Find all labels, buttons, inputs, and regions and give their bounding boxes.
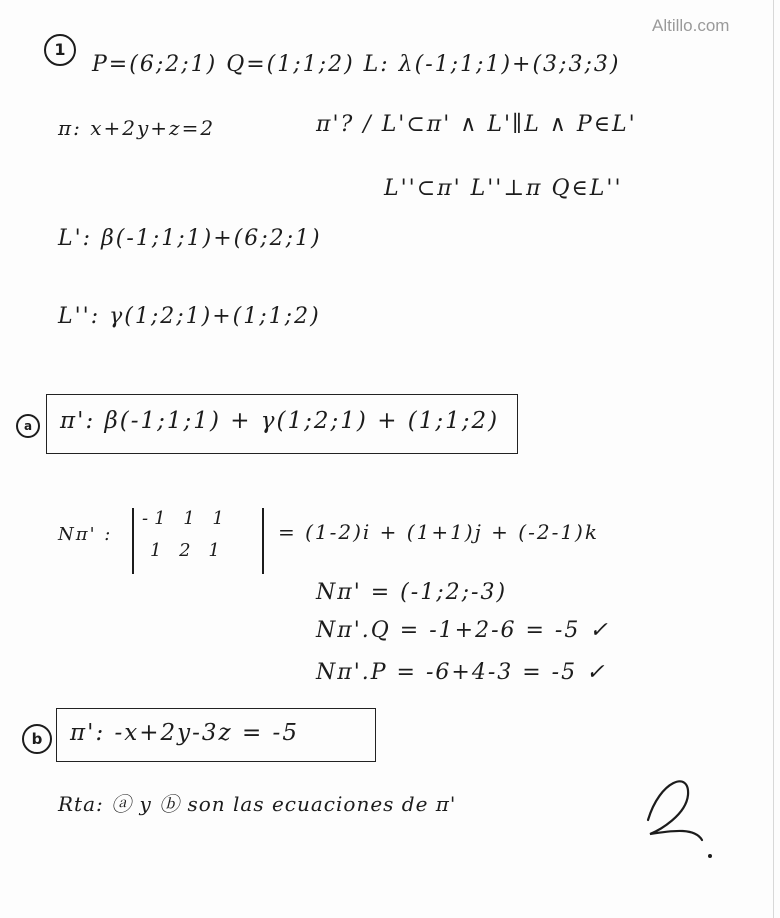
matrix-row-1: -1 1 1: [142, 508, 230, 529]
answer-b-marker: b: [22, 724, 52, 754]
normal-result: Nπ' = (-1;2;-3): [316, 580, 508, 605]
watermark: Altillo.com: [652, 16, 730, 35]
signature-mark: [620, 760, 730, 870]
line-l-double-prime: L'': γ(1;2;1)+(1;1;2): [58, 304, 321, 329]
check-point-p: Nπ'.P = -6+4-3 = -5 ✓: [316, 660, 607, 685]
conclusion-text: Rta: ⓐ y ⓑ son las ecuaciones de π': [58, 792, 457, 816]
answer-b-equation: π': -x+2y-3z = -5: [70, 720, 299, 746]
matrix-right-bar: [262, 508, 264, 574]
normal-label: Nπ' :: [58, 524, 113, 545]
answer-a-equation: π': β(-1;1;1) + γ(1;2;1) + (1;1;2): [60, 408, 500, 434]
problem-number: 1: [44, 34, 76, 66]
cross-product-expansion: = (1-2)i + (1+1)j + (-2-1)k: [278, 520, 599, 544]
scan-edge-line: [773, 0, 774, 918]
conditions-second: L''⊂π' L''⊥π Q∈L'': [384, 176, 623, 201]
check-point-q: Nπ'.Q = -1+2-6 = -5 ✓: [316, 618, 610, 643]
matrix-left-bar: [132, 508, 134, 574]
matrix-row-2: 1 2 1: [150, 540, 226, 561]
plane-equation: π: x+2y+z=2: [58, 116, 216, 140]
line-l-prime: L': β(-1;1;1)+(6;2;1): [58, 226, 322, 251]
given-points-and-line: P=(6;2;1) Q=(1;1;2) L: λ(-1;1;1)+(3;3;3): [92, 52, 621, 77]
conditions-first: π'? / L'⊂π' ∧ L'∥L ∧ P∈L': [316, 112, 637, 137]
answer-a-marker: a: [16, 414, 40, 438]
